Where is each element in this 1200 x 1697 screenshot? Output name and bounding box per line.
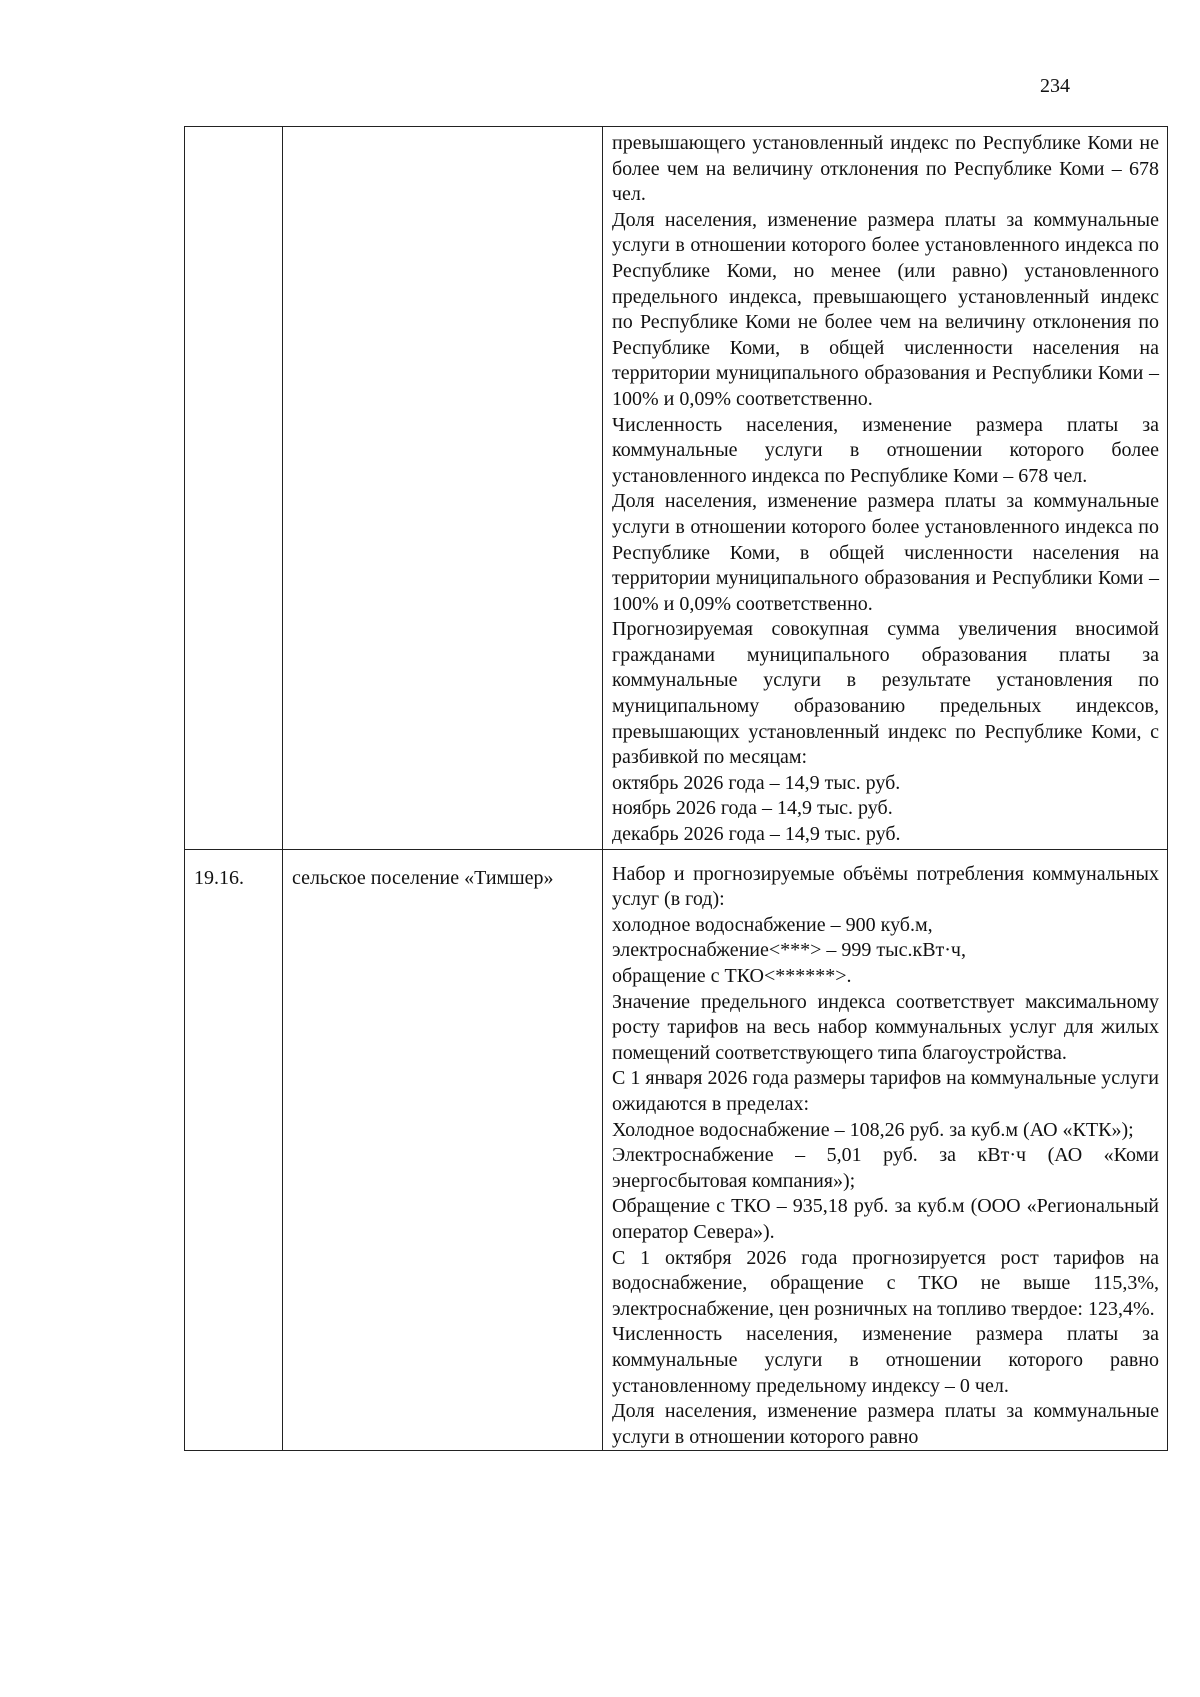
description-paragraph: С 1 января 2026 года размеры тарифов на коммунальные услуги ожидаются в пределах: <box>612 1067 1159 1115</box>
row-number-cell <box>185 127 283 850</box>
description-paragraph: Значение предельного индекса соответствует максимальному росту тарифов на весь набор коммунальных услуг для жилых помещений соответствующего типа благоустройства. <box>612 990 1159 1064</box>
consumption-line: обращение с ТКО<******>. <box>612 965 852 987</box>
description-paragraph: Прогнозируемая совокупная сумма увеличения вносимой гражданами муниципального образования платы за коммунальные услуги в результате установления по муниципальному образованию предельных индексов, превышающих установленный индекс по Республике Коми, с разбивкой по месяцам: <box>612 618 1159 769</box>
description-paragraph: Доля населения, изменение размера платы за коммунальные услуги в отношении которого более установленного индекса по Республике Коми, но менее (или равно) установленного предельного индекса, превышающего установленный индекс по Республике Коми не более чем на величину отклонения по Республике Коми, в общей численности населения на территории муниципального образования и Республики Коми – 100% и 0,09% соответственно. <box>612 208 1159 410</box>
monthly-amount-line: декабрь 2026 года – 14,9 тыс. руб. <box>612 823 901 846</box>
description-paragraph: Доля населения, изменение размера платы за коммунальные услуги в отношении которого более установленного индекса по Республике Коми, в общей численности населения на территории муниципального образования и Республики Коми – 100% и 0,09% соответственно. <box>612 490 1159 615</box>
description-paragraph: Доля населения, изменение размера платы за коммунальные услуги в отношении которого равно <box>612 1400 1159 1448</box>
description-paragraph: превышающего установленный индекс по Республике Коми не более чем на величину отклонения по Республике Коми – 678 чел. <box>612 132 1159 206</box>
description-cell <box>603 127 1168 850</box>
table-row <box>185 127 1168 850</box>
tariff-paragraph: Обращение с ТКО – 935,18 руб. за куб.м (ООО «Региональный оператор Севера»). <box>612 1195 1159 1243</box>
row-number-cell: 19.16. <box>185 849 283 1451</box>
page-number: 234 <box>1040 75 1070 97</box>
consumption-line: электроснабжение<***> – 999 тыс.кВт·ч, <box>612 939 966 962</box>
municipality-name-cell <box>283 127 603 850</box>
monthly-amount-line: ноябрь 2026 года – 14,9 тыс. руб. <box>612 797 893 820</box>
tariff-paragraph: Электроснабжение – 5,01 руб. за кВт·ч (АО «Коми энергосбытовая компания»); <box>612 1144 1159 1192</box>
description-paragraph: Численность населения, изменение размера платы за коммунальные услуги в отношении которого более установленного индекса по Республике Коми – 678 чел. <box>612 413 1159 487</box>
tariff-paragraph: Холодное водоснабжение – 108,26 руб. за куб.м (АО «КТК»); <box>612 1118 1134 1141</box>
municipality-name-cell: сельское поселение «Тимшер» <box>283 849 603 1451</box>
monthly-amount-line: октябрь 2026 года – 14,9 тыс. руб. <box>612 771 901 794</box>
description-paragraph: Численность населения, изменение размера платы за коммунальные услуги в отношении которого равно установленному предельному индексу – 0 чел. <box>612 1323 1159 1397</box>
document-table <box>184 126 1168 1451</box>
description-cell <box>603 849 1168 1451</box>
consumption-line: холодное водоснабжение – 900 куб.м, <box>612 913 933 936</box>
description-paragraph: Набор и прогнозируемые объёмы потребления коммунальных услуг (в год): <box>612 862 1159 911</box>
description-paragraph: С 1 октября 2026 года прогнозируется рост тарифов на водоснабжение, обращение с ТКО не выше 115,3%, электроснабжение, цен розничных на топливо твердое: 123,4%. <box>612 1246 1159 1320</box>
table-row <box>185 849 1168 1451</box>
